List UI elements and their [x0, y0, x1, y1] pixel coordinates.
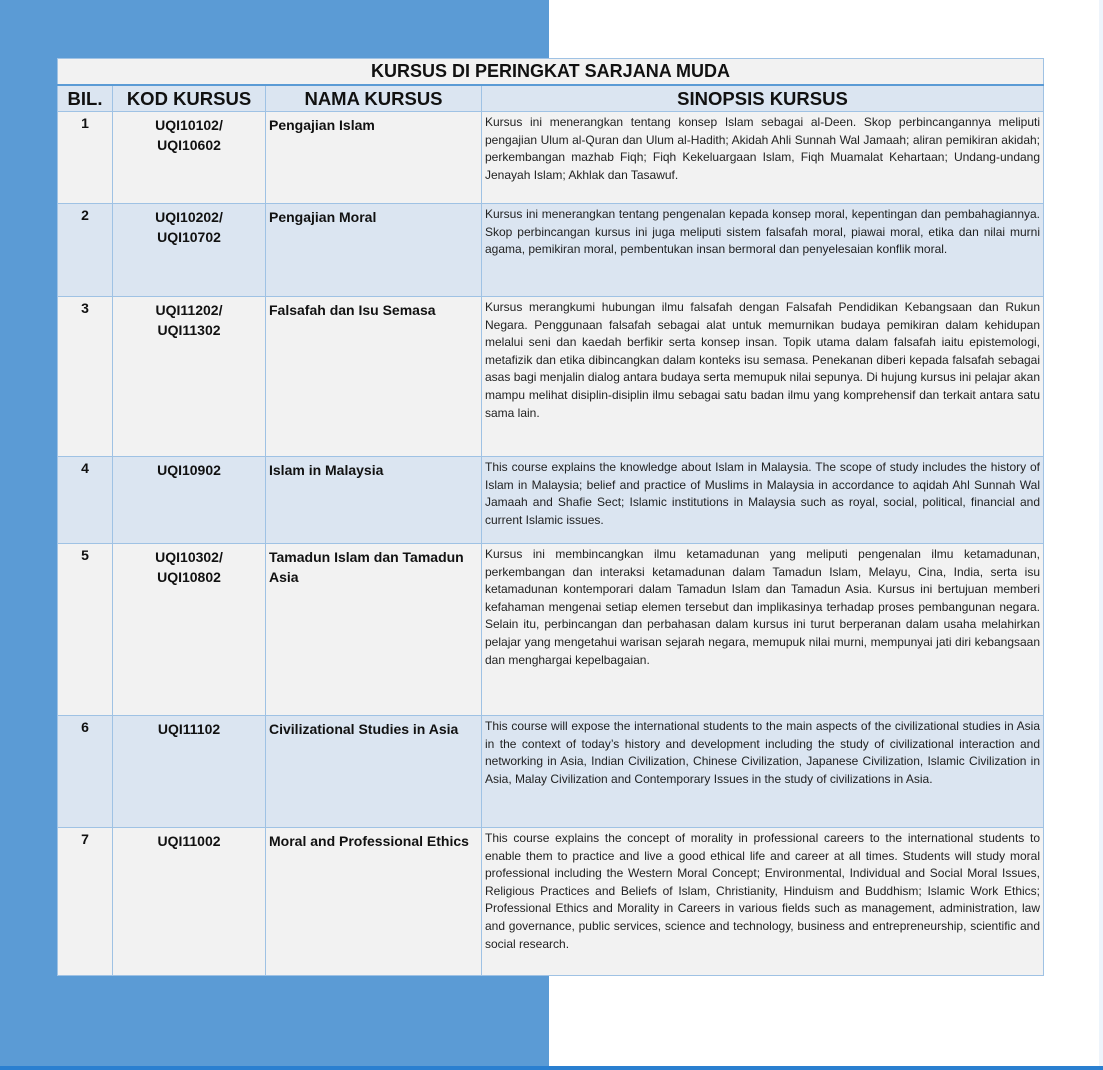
- cell-bil: 2: [58, 204, 113, 297]
- table-row: [58, 828, 1044, 976]
- table-row: [58, 457, 1044, 544]
- table-row: [58, 716, 1044, 828]
- course-table: [57, 58, 1044, 976]
- cell-nama-kursus: Falsafah dan Isu Semasa: [266, 297, 482, 457]
- cell-sinopsis-kursus: Kursus ini membincangkan ilmu ketamadunan yang meliputi pengenalan ilmu ketamadunan, perkembangan dan interaksi ketamadunan dalam Tamadun Islam, Melayu, Cina, India, serta isu ketamadunan kontemporari dalam Tamadun Islam dan Tamadun Asia. Kursus ini bertujuan memberi kefahaman mengenai setiap elemen tersebut dan implikasinya terhadap proses pembangunan negara. Selain itu, perbincangan dan perbahasan dalam kursus ini turut berperanan dalam usaha melahirkan pelajar yang mengetahui warisan sejarah negara, memupuk nilai murni, mempunyai jati diri kebangsaan dan menghargai kepelbagaian.: [482, 544, 1044, 716]
- cell-sinopsis-kursus: This course explains the concept of morality in professional careers to the international students to enable them to practice and live a good ethical life and career at all times. Students will study moral professional including the Western Moral Concept; Environmental, Individual and Social Moral Issues, Religious Practices and Beliefs of Islam, Christianity, Hinduism and Buddhism; Islamic Work Ethics; Professional Ethics and Morality in Careers in various fields such as management, administration, law and governance, public services, science and technology, business and entrepreneurship, scientific and social research.: [482, 828, 1044, 976]
- course-code: UQI11202/: [155, 302, 223, 318]
- course-code: UQI10702: [157, 229, 221, 245]
- table-row: [58, 112, 1044, 204]
- course-code: UQI10302/: [155, 549, 223, 565]
- table-row: [58, 297, 1044, 457]
- cell-kod-kursus: [113, 204, 266, 297]
- background-right-edge: [1099, 0, 1103, 1066]
- course-code: UQI10102/: [155, 117, 223, 133]
- cell-nama-kursus: Moral and Professional Ethics: [266, 828, 482, 976]
- cell-kod-kursus: [113, 544, 266, 716]
- cell-kod-kursus: [113, 457, 266, 544]
- cell-nama-kursus: Islam in Malaysia: [266, 457, 482, 544]
- cell-kod-kursus: [113, 828, 266, 976]
- cell-bil: 5: [58, 544, 113, 716]
- table-row: [58, 544, 1044, 716]
- cell-bil: 6: [58, 716, 113, 828]
- table-title: KURSUS DI PERINGKAT SARJANA MUDA: [58, 59, 1044, 86]
- header-kod-kursus: KOD KURSUS: [113, 85, 266, 112]
- course-code: UQI11002: [157, 833, 221, 849]
- course-code: UQI10802: [157, 569, 221, 585]
- cell-kod-kursus: [113, 297, 266, 457]
- cell-nama-kursus: Tamadun Islam dan Tamadun Asia: [266, 544, 482, 716]
- cell-bil: 1: [58, 112, 113, 204]
- course-code: UQI10602: [157, 137, 221, 153]
- header-bil: BIL.: [58, 85, 113, 112]
- table-title-row: [58, 59, 1044, 86]
- cell-kod-kursus: [113, 112, 266, 204]
- bottom-border-bar: [0, 1066, 1103, 1070]
- cell-sinopsis-kursus: Kursus ini menerangkan tentang pengenalan kepada konsep moral, kepentingan dan pembahagiannya. Skop perbincangan kursus ini juga meliputi sistem falsafah moral, piawai moral, etika dan nilai murni agama, pemikiran moral, pembentukan insan bermoral dan penyelesaian konflik moral.: [482, 204, 1044, 297]
- cell-sinopsis-kursus: Kursus merangkumi hubungan ilmu falsafah dengan Falsafah Pendidikan Kebangsaan dan Rukun Negara. Penggunaan falsafah sebagai alat untuk memurnikan budaya pemikiran dalam kehidupan melalui seni dan kaedah berfikir serta konsep insan. Topik utama dalam falsafah iaitu epistemologi, metafizik dan etika dibincangkan dalam konteks isu semasa. Penekanan diberi kepada falsafah sebagai asas bagi menjalin dialog antara budaya serta memupuk nilai sepunya. Di hujung kursus ini pelajar akan mampu melihat disiplin-disiplin ilmu sebagai satu badan ilmu yang komprehensif dan terkait antara satu sama lain.: [482, 297, 1044, 457]
- header-nama-kursus: NAMA KURSUS: [266, 85, 482, 112]
- cell-nama-kursus: Pengajian Moral: [266, 204, 482, 297]
- cell-bil: 4: [58, 457, 113, 544]
- cell-kod-kursus: [113, 716, 266, 828]
- cell-nama-kursus: Civilizational Studies in Asia: [266, 716, 482, 828]
- header-sinopsis-kursus: SINOPSIS KURSUS: [482, 85, 1044, 112]
- cell-bil: 7: [58, 828, 113, 976]
- course-code: UQI11102: [157, 721, 221, 737]
- table-header-row: [58, 85, 1044, 112]
- table-row: [58, 204, 1044, 297]
- course-code: UQI10202/: [155, 209, 223, 225]
- course-table-container: [57, 58, 1043, 976]
- cell-sinopsis-kursus: This course will expose the international students to the main aspects of the civilizational studies in Asia in the context of today’s history and development including the study of civilizational interaction and networking in Asia, Indian Civilization, Chinese Civilization, Japanese Civilization, Islamic Civilization in Asia, Malay Civilization and Contemporary Issues in the study of civilizations in Asia.: [482, 716, 1044, 828]
- course-code: UQI11302: [157, 322, 221, 338]
- cell-bil: 3: [58, 297, 113, 457]
- cell-sinopsis-kursus: This course explains the knowledge about Islam in Malaysia. The scope of study includes the history of Islam in Malaysia; belief and practice of Muslims in Malaysia in accordance to aqidah Ahl Sunnah Wal Jamaah and Shafie Sect; Islamic institutions in Malaysia such as royal, social, political, financial and current Islamic issues.: [482, 457, 1044, 544]
- course-code: UQI10902: [157, 462, 221, 478]
- cell-nama-kursus: Pengajian Islam: [266, 112, 482, 204]
- cell-sinopsis-kursus: Kursus ini menerangkan tentang konsep Islam sebagai al-Deen. Skop perbincangannya meliputi pengajian Ulum al-Quran dan Ulum al-Hadith; Akidah Ahli Sunnah Wal Jamaah; aliran pemikiran akidah; perkembangan mazhab Fiqh; Fiqh Kekeluargaan Islam, Fiqh Muamalat Kehartaan; Undang-undang Jenayah Islam; Akhlak dan Tasawuf.: [482, 112, 1044, 204]
